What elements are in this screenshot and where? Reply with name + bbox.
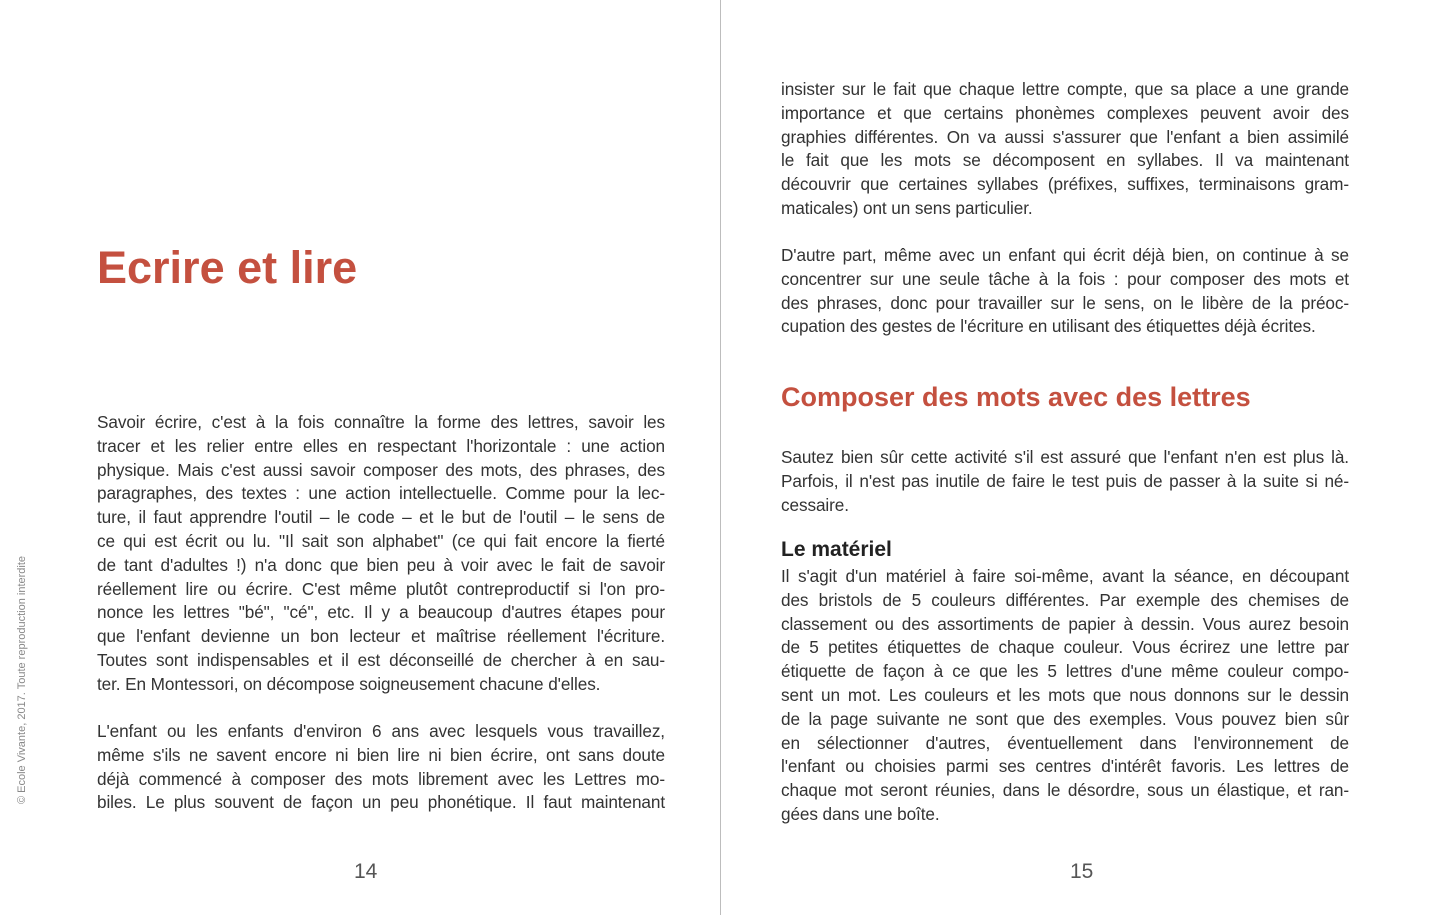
text-line: insister sur le fait que chaque lettre compte, que sa place a une grande xyxy=(781,79,1349,99)
left-paragraph-2 xyxy=(97,720,665,815)
text-line: nonce les lettres "bé", "cé", etc. Il y a beaucoup d'autres étapes pour xyxy=(97,602,665,623)
text-line: Sautez bien sûr cette activité s'il est assuré que l'enfant n'en est plus là. xyxy=(781,447,1349,467)
text-line: maticales) ont un sens particulier. xyxy=(781,197,1033,218)
text-line: des bristols de 5 couleurs différentes. Par exemple des chemises de xyxy=(781,589,1349,610)
section-intro xyxy=(781,446,1349,517)
text-line: Il s'agit d'un matériel à faire soi-même, avant la séance, en découpant xyxy=(781,566,1349,586)
copyright-notice: © Ecole Vivante, 2017. Toute reproduction interdite xyxy=(16,555,28,805)
text-line: D'autre part, même avec un enfant qui écrit déjà bien, on continue à se xyxy=(781,245,1349,265)
text-line: Parfois, il n'est pas inutile de faire le test puis de passer à la suite si né- xyxy=(781,470,1349,491)
text-line: importance et que certains phonèmes complexes peuvent avoir des xyxy=(781,102,1349,123)
text-line: ter. En Montessori, on décompose soigneusement chacune d'elles. xyxy=(97,673,601,694)
text-line: déjà commencé à composer des mots librement avec les Lettres mo- xyxy=(97,768,665,789)
text-line: physique. Mais c'est aussi savoir composer des mots, des phrases, des xyxy=(97,459,665,480)
section-heading: Composer des mots avec des lettres xyxy=(781,382,1251,412)
left-paragraph-1 xyxy=(97,411,665,697)
text-line: découvrir que certaines syllabes (préfixes, suffixes, terminaisons gram- xyxy=(781,174,1349,195)
text-line: réellement lire ou écrire. C'est même plutôt contreproductif si l'on pro- xyxy=(97,578,665,599)
text-line: Savoir écrire, c'est à la fois connaître la forme des lettres, savoir les xyxy=(97,412,665,432)
text-line: de 5 petites étiquettes de chaque couleur. Vous écrirez une lettre par xyxy=(781,637,1349,658)
text-line: étiquette de façon à ce que les 5 lettres d'une même couleur compo- xyxy=(781,661,1349,682)
text-line: biles. Le plus souvent de façon un peu phonétique. Il faut maintenant xyxy=(97,792,665,813)
text-line: concentrer sur une seule tâche à la fois : pour composer des mots et xyxy=(781,268,1349,289)
text-line: graphies différentes. On va aussi s'assurer que l'enfant a bien assimilé xyxy=(781,126,1349,147)
text-line: de tant d'adultes !) n'a donc que bien peu à voir avec le fait de savoir xyxy=(97,554,665,575)
text-line: gées dans une boîte. xyxy=(781,803,940,824)
text-line: sent un mot. Les couleurs et les mots que nous donnons sur le dessin xyxy=(781,684,1349,705)
text-line: classement ou des assortiments de papier à dessin. Vous aurez besoin xyxy=(781,613,1349,634)
text-line: en sélectionner d'autres, éventuellement dans l'environnement de xyxy=(781,732,1349,753)
text-line: cupation des gestes de l'écriture en utilisant des étiquettes déjà écrites. xyxy=(781,316,1316,337)
right-paragraph-2 xyxy=(781,244,1349,339)
text-line: cessaire. xyxy=(781,494,849,515)
subheading-materiel: Le matériel xyxy=(781,538,892,561)
text-line: que l'enfant devienne un bon lecteur et maîtrise réellement l'écriture. xyxy=(97,626,665,647)
text-line: le fait que les mots se décomposent en syllabes. Il va maintenant xyxy=(781,150,1349,171)
text-line: ture, il faut apprendre l'outil – le code – et le but de l'outil – le sens de xyxy=(97,507,665,528)
text-line: même s'ils ne savent encore ni bien lire ni bien écrire, ont sans doute xyxy=(97,744,665,765)
text-line: des phrases, donc pour travailler sur le sens, on le libère de la préoc- xyxy=(781,292,1349,313)
text-line: Toutes sont indispensables et il est déconseillé de chercher à en sau- xyxy=(97,649,665,670)
page-number-right: 15 xyxy=(1070,860,1094,883)
text-line: chaque mot seront réunies, dans le désordre, sous un élastique, et ran- xyxy=(781,780,1349,801)
text-line: tracer et les relier entre elles en respectant l'horizontale : une action xyxy=(97,435,665,456)
page-gutter-divider xyxy=(720,0,721,915)
text-line: l'enfant ou choisies parmi ses centres d'intérêt favoris. Les lettres de xyxy=(781,756,1349,777)
page-number-left: 14 xyxy=(354,860,378,883)
text-line: ce qui est écrit ou lu. "Il sait son alphabet" (ce qui fait encore la fierté xyxy=(97,530,665,551)
chapter-title: Ecrire et lire xyxy=(97,242,358,293)
text-line: de la page suivante ne sont que des exemples. Vous pouvez bien sûr xyxy=(781,708,1349,729)
materiel-paragraph xyxy=(781,565,1349,827)
text-line: paragraphes, des textes : une action intellectuelle. Comme pour la lec- xyxy=(97,483,665,504)
text-line: L'enfant ou les enfants d'environ 6 ans avec lesquels vous travaillez, xyxy=(97,721,665,741)
right-paragraph-1 xyxy=(781,78,1349,221)
